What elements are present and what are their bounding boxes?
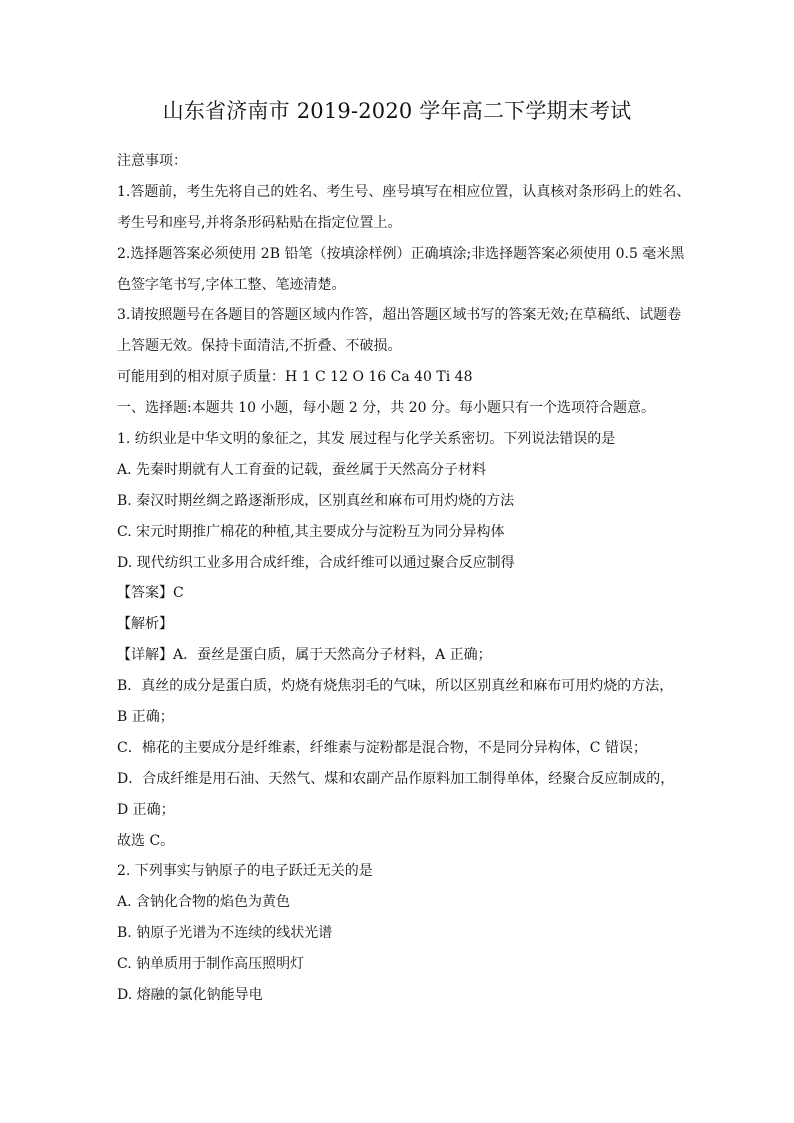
q1-answer: 【答案】C — [117, 585, 184, 602]
q1-conclusion: 故选 C。 — [117, 832, 175, 849]
notice-heading: 注意事项： — [117, 153, 187, 169]
notice-item-2-cont: 色签字笔书写,字体工整、笔迹清楚。 — [117, 276, 346, 293]
q2-option-d: D. 熔融的氯化钠能导电 — [117, 987, 263, 1004]
notice-item-2: 2.选择题答案必须使用 2B 铅笔（按填涂样例）正确填涂;非选择题答案必须使用 0.5 毫米黑 — [117, 245, 685, 262]
q1-detail-c: C．棉花的主要成分是纤维素，纤维素与淀粉都是混合物，不是同分异构体，C 错误； — [117, 739, 647, 756]
q1-option-a: A. 先秦时期就有人工育蚕的记载，蚕丝属于天然高分子材料 — [117, 461, 487, 478]
q2-option-a: A. 含钠化合物的焰色为黄色 — [117, 894, 291, 911]
q2-option-c: C. 钠单质用于制作高压照明灯 — [117, 956, 305, 973]
notice-item-1: 1.答题前，考生先将自己的姓名、考生号、座号填写在相应位置，认真核对条形码上的姓名、 — [117, 183, 691, 200]
q1-option-d: D. 现代纺织工业多用合成纤维，合成纤维可以通过聚合反应制得 — [117, 554, 515, 571]
atomic-mass-line: 可能用到的相对原子质量：H 1 C 12 O 16 Ca 40 Ti 48 — [117, 369, 473, 386]
notice-item-1-cont: 考生号和座号,并将条形码粘贴在指定位置上。 — [117, 214, 402, 231]
q1-detail-a: 【详解】A．蚕丝是蛋白质，属于天然高分子材料，A 正确； — [117, 647, 492, 664]
question-2: 2. 下列事实与钠原子的电子跃迁无关的是 — [117, 863, 373, 880]
q1-detail-b: B．真丝的成分是蛋白质，灼烧有烧焦羽毛的气味，所以区别真丝和麻布可用灼烧的方法， — [117, 678, 674, 695]
q1-analysis-heading: 【解析】 — [117, 616, 173, 633]
q1-option-b: B. 秦汉时期丝绸之路逐渐形成，区别真丝和麻布可用灼烧的方法 — [117, 492, 515, 509]
q1-option-c: C. 宋元时期推广棉花的种植,其主要成分与淀粉互为同分异构体 — [117, 523, 505, 540]
q1-detail-b-cont: B 正确； — [117, 709, 174, 726]
q2-option-b: B. 钠原子光谱为不连续的线状光谱 — [117, 925, 333, 942]
section-heading: 一、选择题:本题共 10 小题，每小题 2 分，共 20 分。每小题只有一个选项符合题意。 — [117, 400, 655, 417]
q1-detail-d-cont: D 正确； — [117, 801, 175, 818]
notice-item-3-cont: 上答题无效。保持卡面清洁,不折叠、不破损。 — [117, 338, 402, 355]
q1-detail-d: D．合成纤维是用石油、天然气、煤和农副产品作原料加工制得单体，经聚合反应制成的， — [117, 770, 675, 787]
page-title: 山东省济南市 2019-2020 学年高二下学期末考试 — [162, 99, 632, 123]
exam-content — [117, 146, 697, 1011]
question-1: 1. 纺织业是中华文明的象征之，其发 展过程与化学关系密切。下列说法错误的是 — [117, 431, 616, 448]
notice-item-3: 3.请按照题号在各题目的答题区域内作答，超出答题区域书写的答案无效;在草稿纸、试题卷 — [117, 307, 682, 324]
